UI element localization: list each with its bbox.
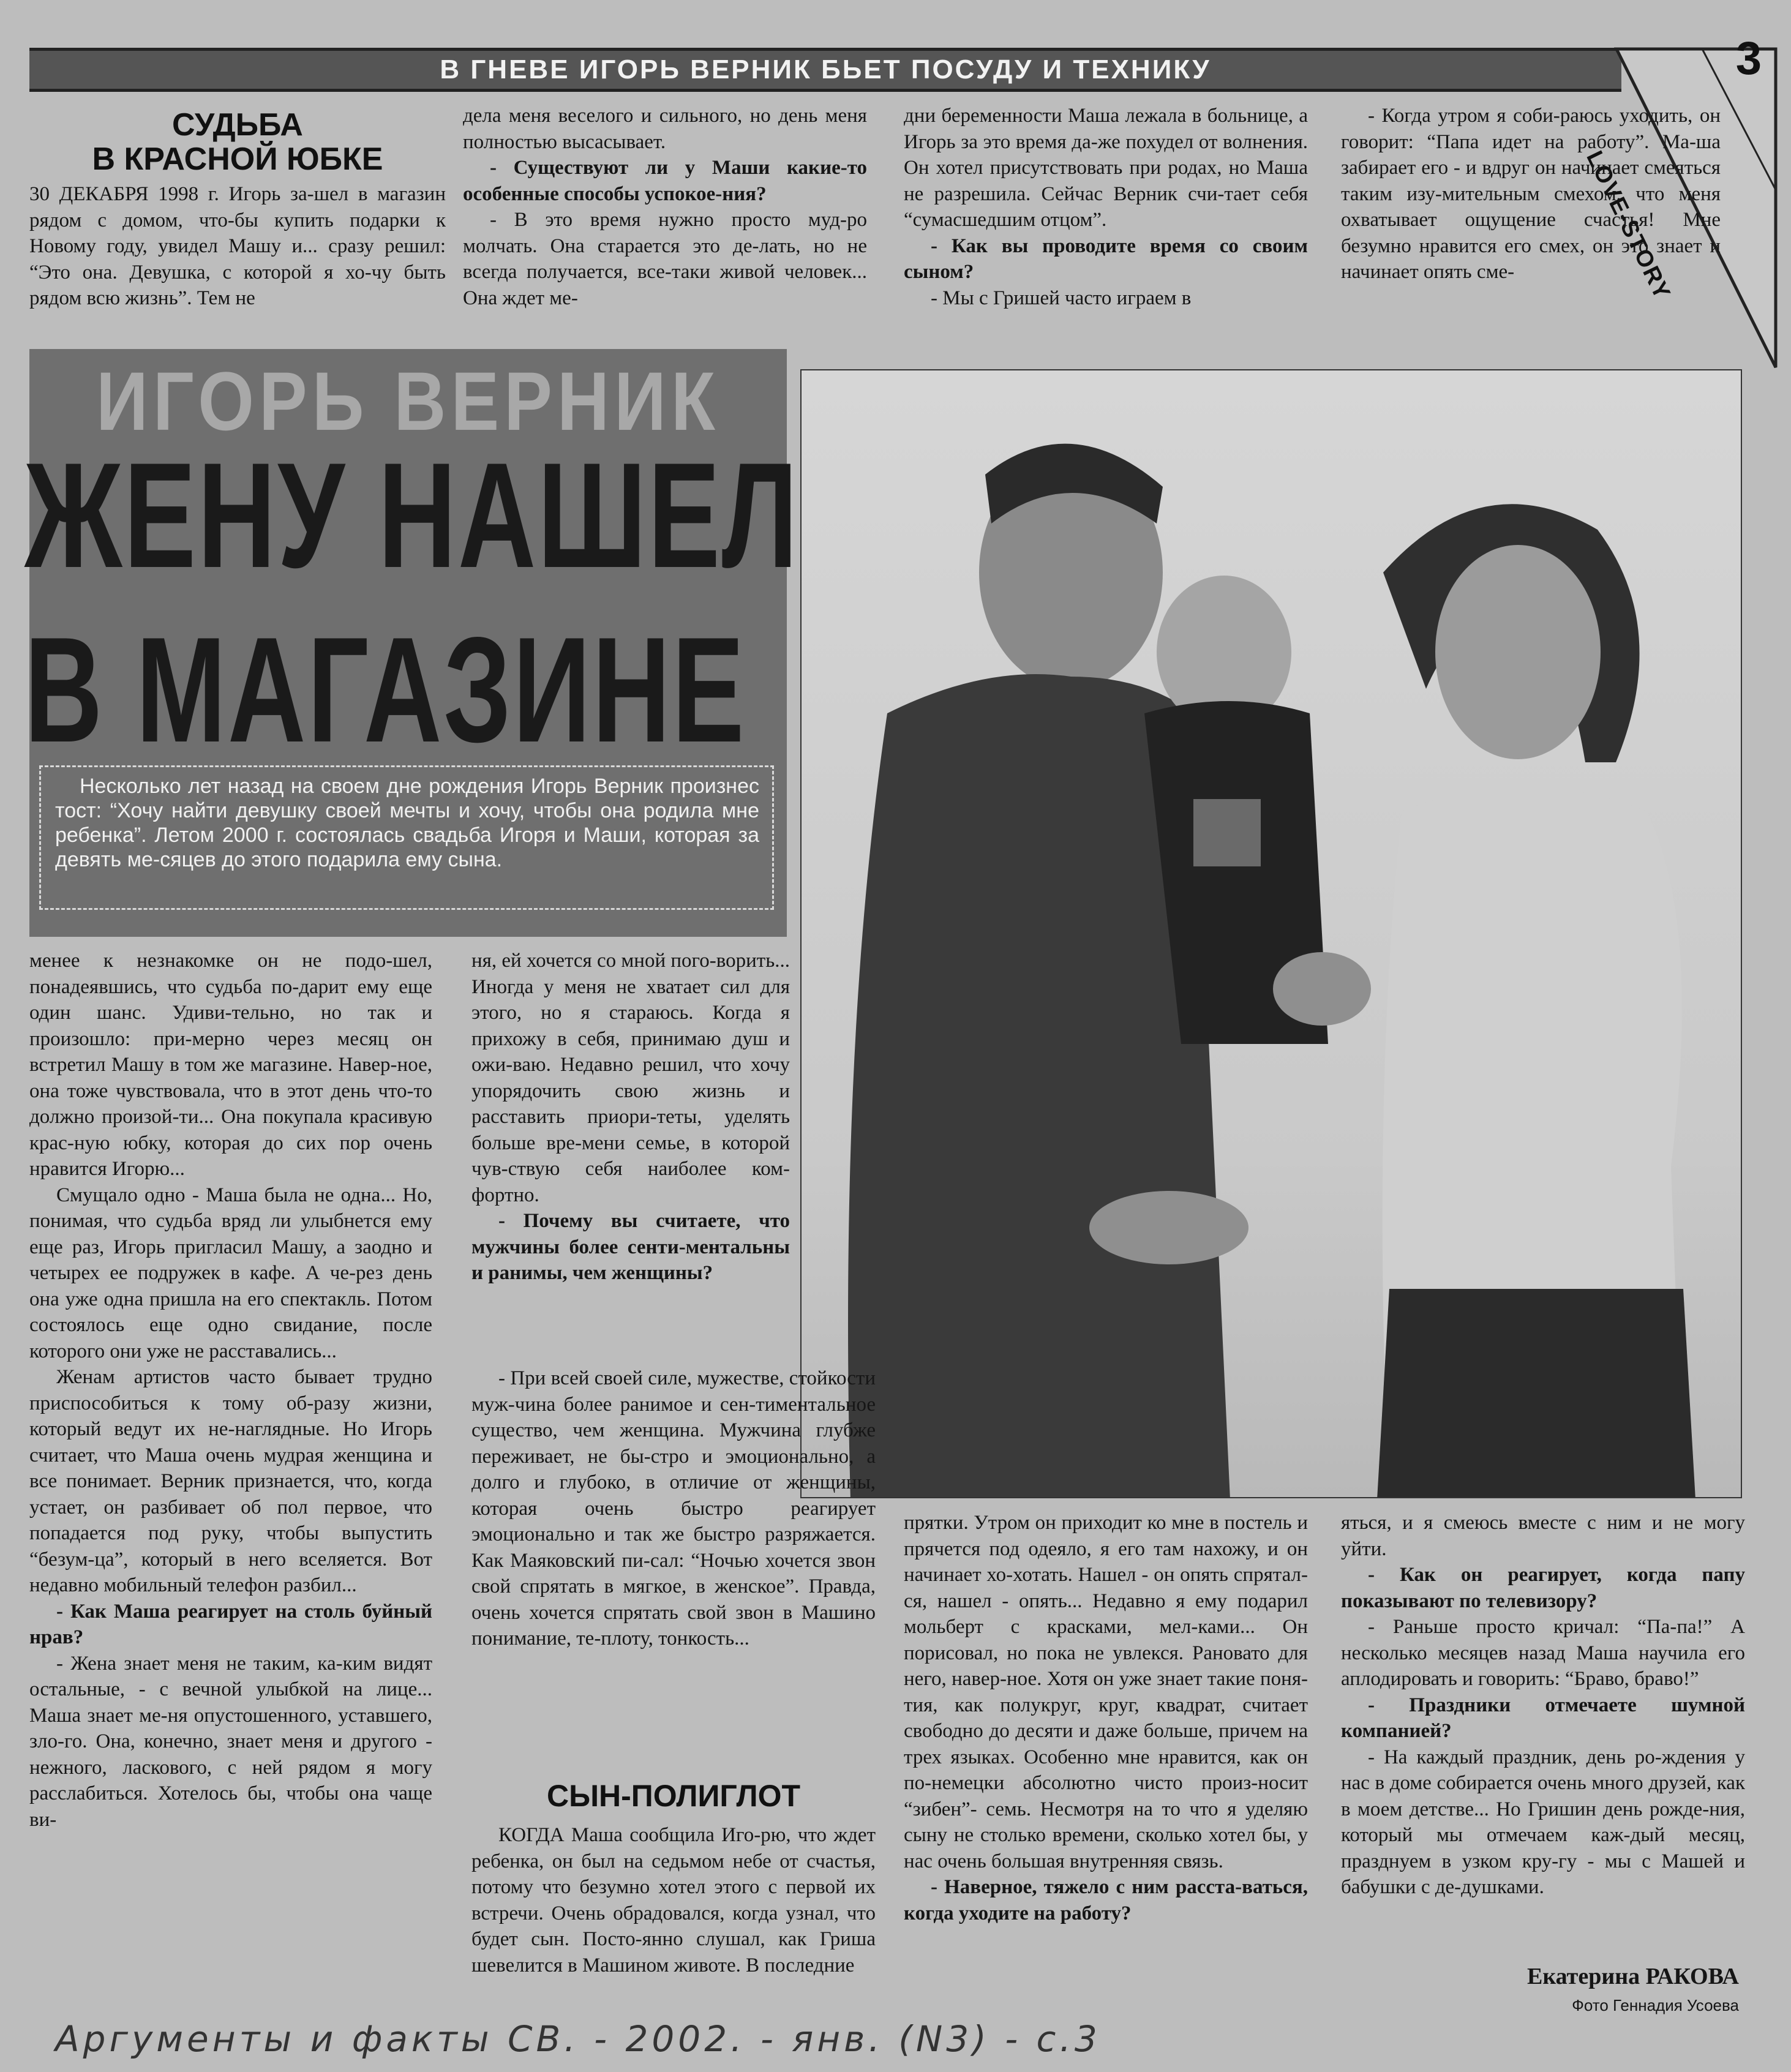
paragraph: КОГДА Маша сообщила Иго-рю, что ждет ребенка, он был на седьмом небе от счастья, потому что безумно хотел этого с первой их встречи. Очень обрадовался, когда узнал, что будет сын. Посто-янно слушал, как Гриша шевелится в Машином животе. В последние xyxy=(471,1824,876,1976)
top-column-4 xyxy=(1341,103,1721,348)
body-column-2b xyxy=(471,1822,876,2012)
question: - Существуют ли у Маши какие-то особенные способы успокое-ния? xyxy=(463,157,867,205)
paragraph: прятки. Утром он приходит ко мне в постель и прячется под одеяло, я его там нахожу, и он начинает хо-хотать. Нашел - он опять спрятал-ся, нашел - опять... Недавно я ему подарил мольберт с красками, мел-ками... Он порисовал, но пока не увлекся. Рановато для него, навер-ное. Хотя он уже знает такие поня-тия, как полукруг, круг, квадрат, считает свободно до десяти и даже больше, причем на трех языках. Особенно мне нравится, как он по-немецки абсолютно чисто произ-носит “зибен”- семь. Несмотря на то что я уделяю сыну не столько времени, сколько хотел бы, у нас очень большая внутренняя связь. xyxy=(904,1512,1308,1872)
question: - Как Маша реагирует на столь буйный нрав? xyxy=(29,1600,432,1648)
paragraph: менее к незнакомке он не подо-шел, понадеявшись, что судьба по-дарит ему еще один шанс. Удиви-тельно, но так и произошло: при-мерно через месяц он встретил Машу в том же магазине. Навер-ное, она тоже чувствовала, что в этот день что-то должно произой-ти... Она покупала красивую крас-ную юбку, которая до сих пор очень нравится Игорю... xyxy=(29,950,432,1180)
section-title-line1: СУДЬБА xyxy=(172,107,303,143)
section-title-line2: В КРАСНОЙ ЮБКЕ xyxy=(92,141,383,177)
headline-name: ИГОРЬ ВЕРНИК xyxy=(96,355,720,448)
paragraph: - На каждый праздник, день ро-ждения у нас в доме собирается очень много друзей, как в моем детстве... Но Гришин день рожде-ния, который мы отмечаем каж-дый месяц, празднуем в узком кру-гу - мы с Машей и бабушки с де-душками. xyxy=(1341,1746,1745,1898)
paragraph: дни беременности Маша лежала в больнице, а Игорь за это время да-же похудел от волнения. Он хотел присутствовать при родах, но Маша не разрешила. Сейчас Верник счи-тает себя “сумасшедшим отцом”. xyxy=(904,105,1308,231)
top-column-2 xyxy=(463,103,867,348)
family-photo-illustration xyxy=(802,370,1742,1498)
header-kicker-bar xyxy=(29,48,1621,92)
family-photo xyxy=(800,369,1742,1498)
question: - Праздники отмечаете шумной компанией? xyxy=(1341,1694,1745,1742)
body-column-1 xyxy=(29,948,432,2013)
question: - Наверное, тяжело с ним расста-ваться, когда уходите на работу? xyxy=(904,1876,1308,1924)
question: - Как вы проводите время со своим сыном? xyxy=(904,235,1308,283)
paragraph: - В это время нужно просто муд-ро молчать. Она старается это де-лать, но не всегда получается, все-таки живой человек... Она ждет ме- xyxy=(463,209,867,309)
headline-line1: ЖЕНУ НАШЕЛ xyxy=(24,431,800,599)
paragraph: Смущало одно - Маша была не одна... Но, понимая, что судьба вряд ли улыбнется ему еще раз, Игорь пригласил Машу, а заодно и четырех ее подружек в кафе. А че-рез день она уже одна пришла на его спектакль. Потом состоялось еще одно свидание, после которого они уже не расставались... xyxy=(29,1184,432,1362)
headline-line2: В МАГАЗИНЕ xyxy=(24,606,746,773)
question: - Почему вы считаете, что мужчины более сенти-ментальны и ранимы, чем женщины? xyxy=(471,1210,790,1284)
top-column-3 xyxy=(904,103,1308,348)
rubric-label: LOVE-STORY xyxy=(1581,147,1676,304)
sidebar-paragraph: 30 ДЕКАБРЯ 1998 г. Игорь за-шел в магазин рядом с домом, что-бы купить подарки к Новому году, увидел Машу и... сразу решил: “Это она. Девушка, с которой я хо-чу быть рядом всю жизнь”. Тем не xyxy=(29,183,446,309)
paragraph: дела меня веселого и сильного, но день меня полностью высасывает. xyxy=(463,105,867,153)
paragraph: яться, и я смеюсь вместе с ним и не могу уйти. xyxy=(1341,1512,1745,1560)
page-number: 3 xyxy=(1735,32,1762,84)
paragraph: - Жена знает меня не таким, ка-ким видят остальные, - с вечной улыбкой на лице... Маша знает ме-ня опустошенного, уставшего, зло-го. Она, конечно, знает меня и другого - нежного, ласкового, с ней рядом я могу расслабиться. Хотелось бы, чтобы она чаще ви- xyxy=(29,1652,432,1831)
paragraph: - Когда утром я соби-раюсь уходить, он говорит: “Папа идет на работу”. Ма-ша забирает его - и вдруг он начинает смеяться таким изу-мительным смехом, что меня охватывает ощущение счастья! Мне безумно нравится его смех, он это знает и начинает опять сме- xyxy=(1341,105,1721,283)
paragraph: - Мы с Гришей часто играем в xyxy=(931,287,1192,309)
byline: Екатерина РАКОВА xyxy=(1527,1964,1739,1989)
body-column-3 xyxy=(904,1510,1308,2018)
lead-text: Несколько лет назад на своем дне рождения Игорь Верник произнес тост: “Хочу найти девушку своей мечты и хочу, чтобы она родила мне ребенка”. Летом 2000 г. состоялась свадьба Игоря и Маши, которая за девять ме-сяцев до этого подарила ему сына. xyxy=(55,775,759,871)
body-column-2-continued xyxy=(471,1365,876,1770)
section-title xyxy=(29,108,446,176)
header-kicker: В ГНЕВЕ ИГОРЬ ВЕРНИК БЬЕТ ПОСУДУ И ТЕХНИКУ xyxy=(440,54,1211,84)
photo-credit: Фото Геннадия Усоева xyxy=(1572,1996,1739,2014)
paragraph: - При всей своей силе, мужестве, стойкости муж-чина более ранимое и сен-тиментальное существо, чем женщина. Мужчина глубже переживает, не бы-стро и эмоционально, а долго и глубоко, в отличие от женщины, которая очень быстро реагирует эмоционально и так же быстро разряжается. Как Маяковский пи-сал: “Ночью хочется звон свой спрятать в мягкое, в женское”. Правда, очень хочется спрятать свой звон в Машино понимание, те-плоту, тонкость... xyxy=(471,1367,876,1650)
subheading-2: СЫН-ПОЛИГЛОТ xyxy=(546,1779,801,1813)
sidebar-section-text xyxy=(29,181,446,347)
paragraph: Женам артистов часто бывает трудно приспособиться к тому об-разу жизни, который ведут их не-наглядные. Но Игорь считает, что Маша очень мудрая женщина и все понимает. Верник признается, что, когда устает, он разбивает об пол первое, что попадается под руку, чтобы выпустить “безум-ца”, который в него вселяется. Вот недавно мобильный телефон разбил... xyxy=(29,1366,432,1596)
paragraph: - Раньше просто кричал: “Па-па!” А несколько месяцев назад Маша научила его аплодировать и говорить: “Браво, браво!” xyxy=(1341,1616,1745,1690)
handwritten-note: Аргументы и факты СВ. - 2002. - янв. (N3) - с.3 xyxy=(55,2018,1101,2060)
paragraph: ня, ей хочется со мной пого-ворить... Иногда у меня не хватает сил для этого, но я стараюсь. Когда я прихожу в себя, принимаю душ и ожи-ваю. Недавно решил, что хочу упорядочить свою жизнь и расставить приори-теты, уделять больше вре-мени семье, в которой чув-ствую себя наиболее ком-фортно. xyxy=(471,950,790,1206)
question: - Как он реагирует, когда папу показывают по телевизору? xyxy=(1341,1564,1745,1612)
body-column-4 xyxy=(1341,1510,1745,1957)
